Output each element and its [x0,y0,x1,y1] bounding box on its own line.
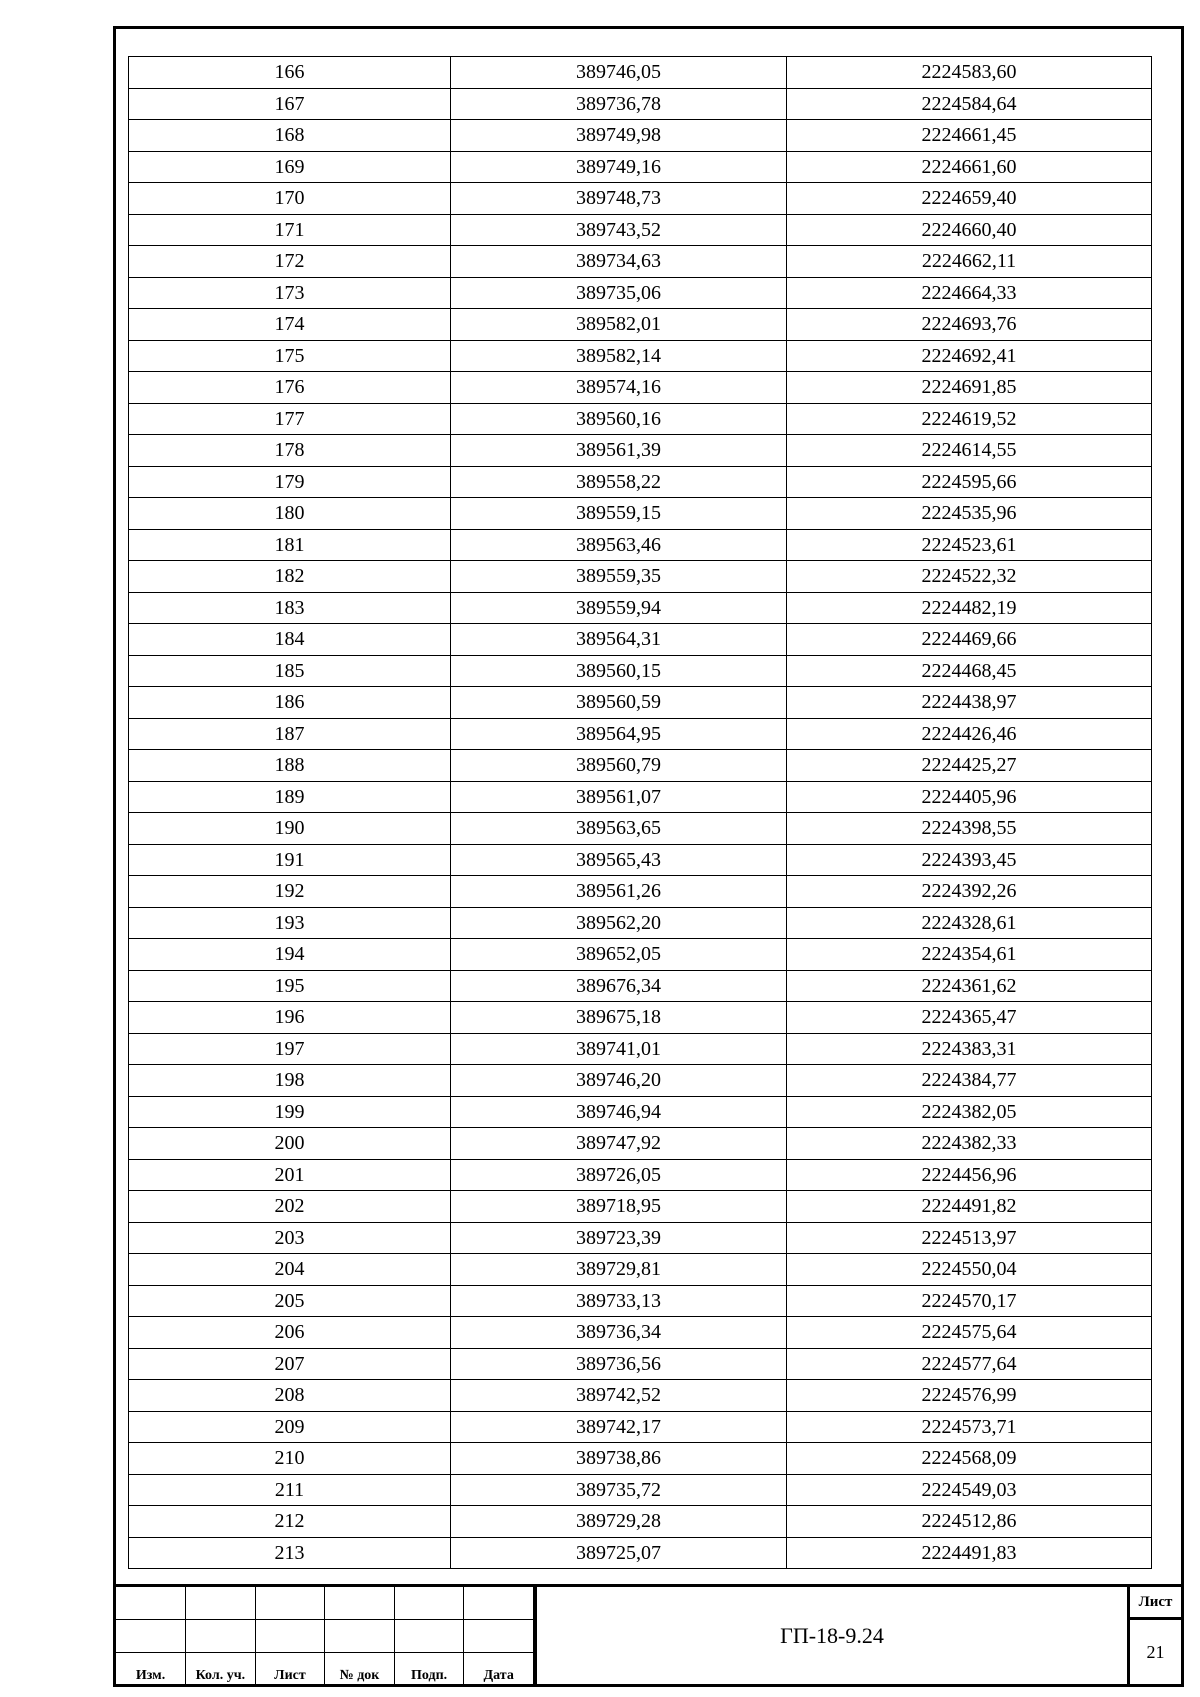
table-row [129,57,1152,89]
point-number-cell: 212 [129,1506,451,1538]
point-number-cell: 208 [129,1380,451,1412]
x-coordinate-cell: 389560,16 [451,403,787,435]
label-sheet: Лист [255,1653,325,1687]
x-coordinate-cell: 389559,35 [451,561,787,593]
coordinates-table-body [129,57,1152,1569]
label-doc-number: № док [325,1653,395,1687]
point-number-cell: 177 [129,403,451,435]
x-coordinate-cell: 389736,78 [451,88,787,120]
y-coordinate-cell: 2224583,60 [787,57,1152,89]
table-row [129,529,1152,561]
point-number-cell: 166 [129,57,451,89]
point-number-cell: 201 [129,1159,451,1191]
revision-cell [116,1587,186,1620]
y-coordinate-cell: 2224426,46 [787,718,1152,750]
point-number-cell: 206 [129,1317,451,1349]
table-row [129,183,1152,215]
y-coordinate-cell: 2224425,27 [787,750,1152,782]
point-number-cell: 210 [129,1443,451,1475]
y-coordinate-cell: 2224393,45 [787,844,1152,876]
x-coordinate-cell: 389560,79 [451,750,787,782]
revision-cell [186,1620,256,1653]
sheet-number: 21 [1146,1641,1165,1662]
table-row [129,687,1152,719]
label-signature: Подп. [394,1653,464,1687]
table-row [129,246,1152,278]
table-row [129,970,1152,1002]
x-coordinate-cell: 389729,28 [451,1506,787,1538]
revision-cell [255,1620,325,1653]
table-row [129,498,1152,530]
y-coordinate-cell: 2224383,31 [787,1033,1152,1065]
point-number-cell: 197 [129,1033,451,1065]
table-row [129,1128,1152,1160]
x-coordinate-cell: 389564,31 [451,624,787,656]
point-number-cell: 194 [129,939,451,971]
coordinates-table [128,56,1152,1569]
point-number-cell: 196 [129,1002,451,1034]
point-number-cell: 176 [129,372,451,404]
table-row [129,372,1152,404]
point-number-cell: 173 [129,277,451,309]
point-number-cell: 207 [129,1348,451,1380]
y-coordinate-cell: 2224456,96 [787,1159,1152,1191]
y-coordinate-cell: 2224576,99 [787,1380,1152,1412]
point-number-cell: 203 [129,1222,451,1254]
point-number-cell: 188 [129,750,451,782]
x-coordinate-cell: 389741,01 [451,1033,787,1065]
y-coordinate-cell: 2224659,40 [787,183,1152,215]
point-number-cell: 184 [129,624,451,656]
point-number-cell: 167 [129,88,451,120]
y-coordinate-cell: 2224568,09 [787,1443,1152,1475]
table-row [129,1506,1152,1538]
table-row [129,1096,1152,1128]
point-number-cell: 187 [129,718,451,750]
table-row [129,1348,1152,1380]
revision-cell [325,1587,395,1620]
point-number-cell: 209 [129,1411,451,1443]
table-row [129,214,1152,246]
y-coordinate-cell: 2224405,96 [787,781,1152,813]
revision-cell [464,1620,534,1653]
table-row [129,1159,1152,1191]
point-number-cell: 189 [129,781,451,813]
y-coordinate-cell: 2224523,61 [787,529,1152,561]
y-coordinate-cell: 2224512,86 [787,1506,1152,1538]
y-coordinate-cell: 2224365,47 [787,1002,1152,1034]
point-number-cell: 192 [129,876,451,908]
point-number-cell: 183 [129,592,451,624]
table-row [129,907,1152,939]
table-row [129,718,1152,750]
x-coordinate-cell: 389723,39 [451,1222,787,1254]
x-coordinate-cell: 389726,05 [451,1159,787,1191]
revision-cell [325,1620,395,1653]
x-coordinate-cell: 389735,72 [451,1474,787,1506]
x-coordinate-cell: 389582,14 [451,340,787,372]
x-coordinate-cell: 389734,63 [451,246,787,278]
table-row [129,1222,1152,1254]
y-coordinate-cell: 2224573,71 [787,1411,1152,1443]
table-row [129,1317,1152,1349]
label-change: Изм. [116,1653,186,1687]
point-number-cell: 170 [129,183,451,215]
x-coordinate-cell: 389559,15 [451,498,787,530]
x-coordinate-cell: 389742,17 [451,1411,787,1443]
y-coordinate-cell: 2224491,82 [787,1191,1152,1223]
x-coordinate-cell: 389561,39 [451,435,787,467]
point-number-cell: 191 [129,844,451,876]
y-coordinate-cell: 2224382,05 [787,1096,1152,1128]
point-number-cell: 181 [129,529,451,561]
point-number-cell: 172 [129,246,451,278]
y-coordinate-cell: 2224549,03 [787,1474,1152,1506]
y-coordinate-cell: 2224570,17 [787,1285,1152,1317]
y-coordinate-cell: 2224361,62 [787,970,1152,1002]
y-coordinate-cell: 2224469,66 [787,624,1152,656]
table-row [129,844,1152,876]
y-coordinate-cell: 2224382,33 [787,1128,1152,1160]
point-number-cell: 204 [129,1254,451,1286]
x-coordinate-cell: 389742,52 [451,1380,787,1412]
sheet-box [1127,1587,1181,1684]
label-count: Кол. уч. [186,1653,256,1687]
point-number-cell: 171 [129,214,451,246]
y-coordinate-cell: 2224662,11 [787,246,1152,278]
y-coordinate-cell: 2224522,32 [787,561,1152,593]
point-number-cell: 205 [129,1285,451,1317]
x-coordinate-cell: 389733,13 [451,1285,787,1317]
point-number-cell: 179 [129,466,451,498]
point-number-cell: 202 [129,1191,451,1223]
table-row [129,88,1152,120]
table-row [129,1254,1152,1286]
point-number-cell: 199 [129,1096,451,1128]
x-coordinate-cell: 389738,86 [451,1443,787,1475]
y-coordinate-cell: 2224575,64 [787,1317,1152,1349]
table-row [129,939,1152,971]
y-coordinate-cell: 2224468,45 [787,655,1152,687]
table-row [129,309,1152,341]
table-row [129,1285,1152,1317]
revision-cell [394,1620,464,1653]
x-coordinate-cell: 389565,43 [451,844,787,876]
y-coordinate-cell: 2224661,60 [787,151,1152,183]
table-row [129,750,1152,782]
x-coordinate-cell: 389746,05 [451,57,787,89]
table-row [129,340,1152,372]
point-number-cell: 175 [129,340,451,372]
y-coordinate-cell: 2224384,77 [787,1065,1152,1097]
y-coordinate-cell: 2224595,66 [787,466,1152,498]
table-row [129,1002,1152,1034]
y-coordinate-cell: 2224513,97 [787,1222,1152,1254]
document-code: ГП-18-9.24 [780,1622,884,1648]
y-coordinate-cell: 2224438,97 [787,687,1152,719]
point-number-cell: 186 [129,687,451,719]
revision-cell [116,1620,186,1653]
y-coordinate-cell: 2224392,26 [787,876,1152,908]
table-row [129,277,1152,309]
table-row [129,1411,1152,1443]
x-coordinate-cell: 389652,05 [451,939,787,971]
x-coordinate-cell: 389746,20 [451,1065,787,1097]
x-coordinate-cell: 389749,16 [451,151,787,183]
title-block [113,1584,1184,1687]
table-row [129,435,1152,467]
x-coordinate-cell: 389746,94 [451,1096,787,1128]
x-coordinate-cell: 389561,26 [451,876,787,908]
point-number-cell: 198 [129,1065,451,1097]
x-coordinate-cell: 389748,73 [451,183,787,215]
revision-cell [394,1587,464,1620]
revision-cell [464,1587,534,1620]
point-number-cell: 178 [129,435,451,467]
table-row [129,781,1152,813]
revision-grid [116,1587,534,1686]
x-coordinate-cell: 389563,65 [451,813,787,845]
revision-cell [255,1587,325,1620]
y-coordinate-cell: 2224535,96 [787,498,1152,530]
table-row [129,1033,1152,1065]
table-row [129,876,1152,908]
x-coordinate-cell: 389743,52 [451,214,787,246]
x-coordinate-cell: 389736,34 [451,1317,787,1349]
x-coordinate-cell: 389563,46 [451,529,787,561]
point-number-cell: 213 [129,1537,451,1569]
y-coordinate-cell: 2224692,41 [787,340,1152,372]
x-coordinate-cell: 389729,81 [451,1254,787,1286]
sheet-label: Лист [1130,1587,1181,1620]
x-coordinate-cell: 389735,06 [451,277,787,309]
point-number-cell: 211 [129,1474,451,1506]
x-coordinate-cell: 389559,94 [451,592,787,624]
x-coordinate-cell: 389736,56 [451,1348,787,1380]
y-coordinate-cell: 2224661,45 [787,120,1152,152]
table-row [129,561,1152,593]
y-coordinate-cell: 2224660,40 [787,214,1152,246]
table-row [129,120,1152,152]
x-coordinate-cell: 389676,34 [451,970,787,1002]
x-coordinate-cell: 389675,18 [451,1002,787,1034]
table-row [129,813,1152,845]
x-coordinate-cell: 389561,07 [451,781,787,813]
table-row [129,655,1152,687]
x-coordinate-cell: 389560,15 [451,655,787,687]
label-date: Дата [464,1653,534,1687]
y-coordinate-cell: 2224491,83 [787,1537,1152,1569]
y-coordinate-cell: 2224577,64 [787,1348,1152,1380]
table-row [129,466,1152,498]
table-row [129,151,1152,183]
point-number-cell: 190 [129,813,451,845]
x-coordinate-cell: 389582,01 [451,309,787,341]
table-row [129,1474,1152,1506]
x-coordinate-cell: 389718,95 [451,1191,787,1223]
x-coordinate-cell: 389574,16 [451,372,787,404]
point-number-cell: 180 [129,498,451,530]
point-number-cell: 195 [129,970,451,1002]
y-coordinate-cell: 2224354,61 [787,939,1152,971]
table-row [129,1191,1152,1223]
table-row [129,592,1152,624]
x-coordinate-cell: 389725,07 [451,1537,787,1569]
y-coordinate-cell: 2224664,33 [787,277,1152,309]
revision-cell [186,1587,256,1620]
x-coordinate-cell: 389560,59 [451,687,787,719]
table-row [129,1537,1152,1569]
x-coordinate-cell: 389562,20 [451,907,787,939]
table-row [129,403,1152,435]
table-row [129,624,1152,656]
point-number-cell: 174 [129,309,451,341]
y-coordinate-cell: 2224584,64 [787,88,1152,120]
y-coordinate-cell: 2224619,52 [787,403,1152,435]
table-row [129,1380,1152,1412]
y-coordinate-cell: 2224693,76 [787,309,1152,341]
y-coordinate-cell: 2224482,19 [787,592,1152,624]
table-row [129,1443,1152,1475]
x-coordinate-cell: 389747,92 [451,1128,787,1160]
x-coordinate-cell: 389558,22 [451,466,787,498]
point-number-cell: 169 [129,151,451,183]
y-coordinate-cell: 2224691,85 [787,372,1152,404]
y-coordinate-cell: 2224398,55 [787,813,1152,845]
y-coordinate-cell: 2224328,61 [787,907,1152,939]
x-coordinate-cell: 389564,95 [451,718,787,750]
y-coordinate-cell: 2224614,55 [787,435,1152,467]
y-coordinate-cell: 2224550,04 [787,1254,1152,1286]
point-number-cell: 200 [129,1128,451,1160]
table-row [129,1065,1152,1097]
point-number-cell: 168 [129,120,451,152]
point-number-cell: 185 [129,655,451,687]
point-number-cell: 193 [129,907,451,939]
point-number-cell: 182 [129,561,451,593]
x-coordinate-cell: 389749,98 [451,120,787,152]
